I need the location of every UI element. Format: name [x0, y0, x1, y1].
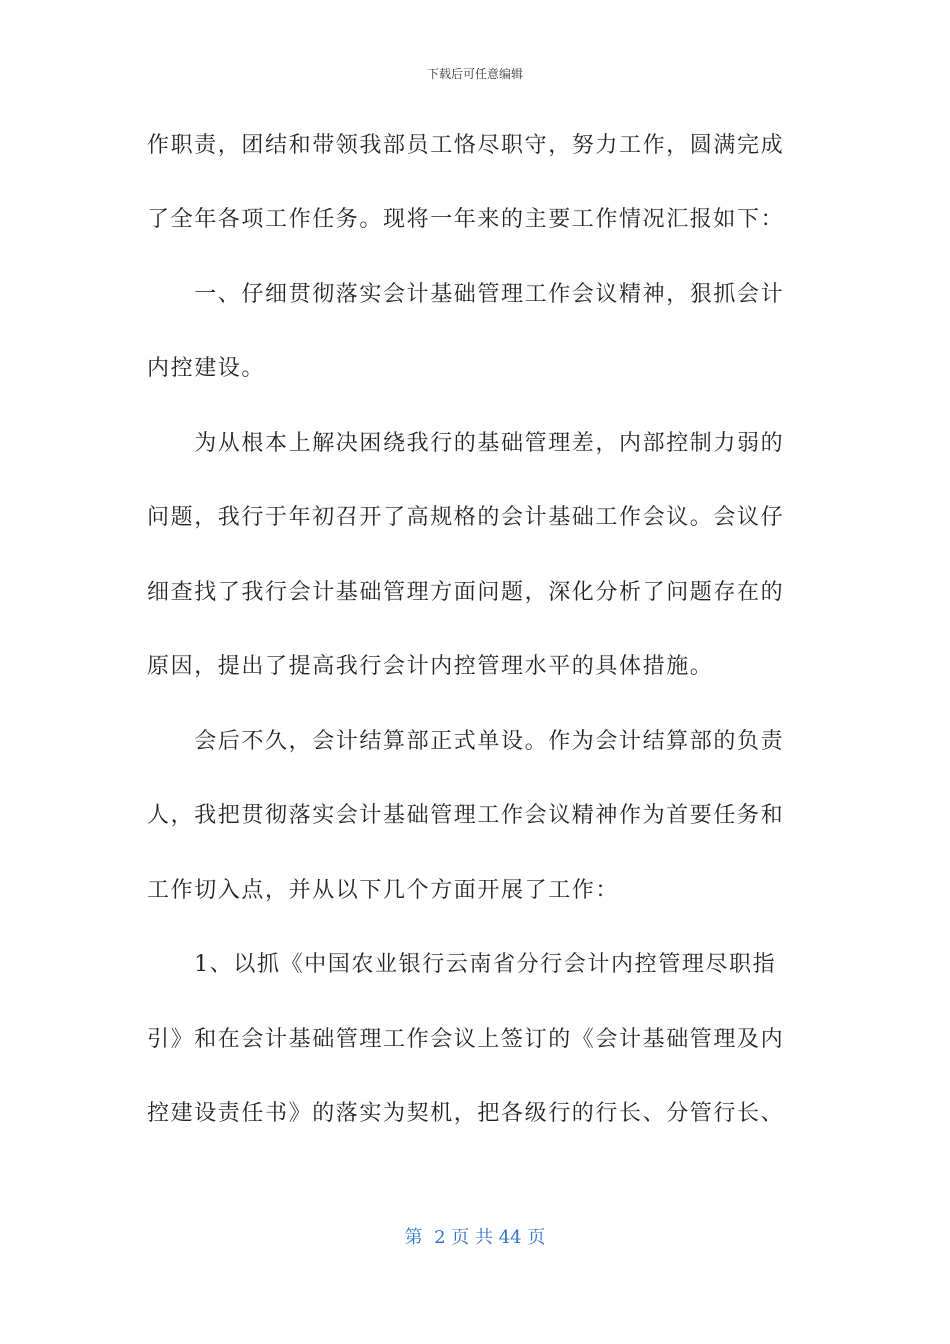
- body-line: 内控建设。: [147, 356, 266, 381]
- body-line: 原因，提出了提高我行会计内控管理水平的具体措施。: [147, 654, 714, 679]
- body-line: 了全年各项工作任务。现将一年来的主要工作情况汇报如下：: [147, 207, 785, 232]
- body-line: 细查找了我行会计基础管理方面问题，深化分析了问题存在的: [147, 580, 785, 605]
- page-number-footer: 第 2 页 共 44 页: [404, 1227, 546, 1248]
- body-line: 作职责，团结和带领我部员工恪尽职守，努力工作，圆满完成: [147, 133, 785, 158]
- body-line: 一、仔细贯彻落实会计基础管理工作会议精神，狠抓会计: [147, 282, 785, 307]
- body-line: 会后不久，会计结算部正式单设。作为会计结算部的负责: [147, 729, 785, 754]
- body-line: 为从根本上解决困绕我行的基础管理差，内部控制力弱的: [147, 431, 785, 456]
- body-line: 工作切入点，并从以下几个方面开展了工作：: [147, 878, 620, 903]
- body-line: 控建设责任书》的落实为契机，把各级行的行长、分管行长、: [147, 1101, 785, 1126]
- page-header: 下载后可任意编辑: [426, 67, 523, 81]
- body-line: 1、以抓《中国农业银行云南省分行会计内控管理尽职指: [147, 952, 777, 977]
- body-line: 人，我把贯彻落实会计基础管理工作会议精神作为首要任务和: [147, 803, 785, 828]
- body-line: 问题，我行于年初召开了高规格的会计基础工作会议。会议仔: [147, 505, 785, 530]
- body-line: 引》和在会计基础管理工作会议上签订的《会计基础管理及内: [147, 1027, 785, 1052]
